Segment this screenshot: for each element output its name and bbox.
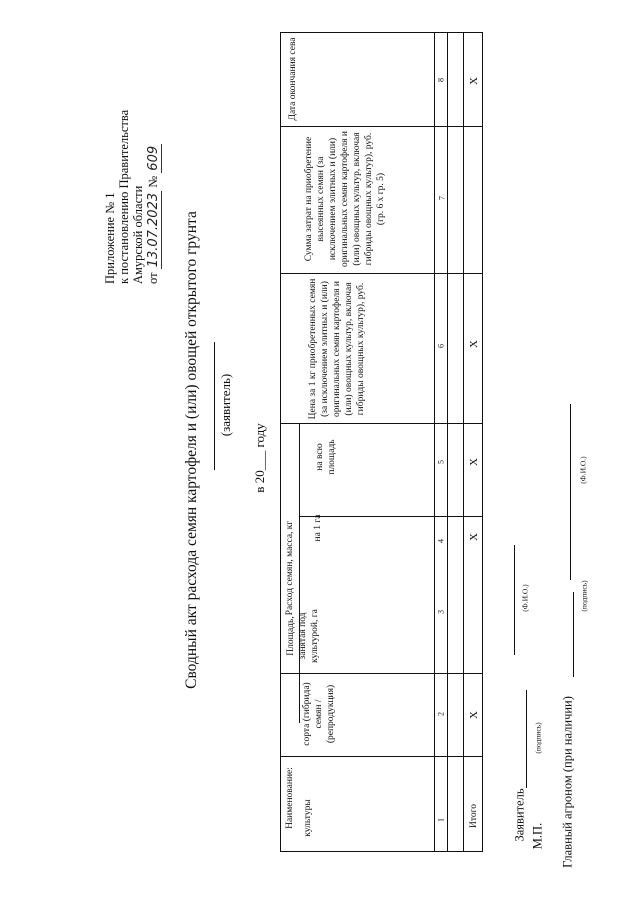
- total-price-x: X: [468, 340, 480, 348]
- appendix-line-1: Приложение № 1: [103, 192, 117, 284]
- col-variety-header: сорта (гибрида) семян / (репродукция): [302, 682, 336, 746]
- col-number-2: 2: [436, 712, 446, 716]
- appendix-date-line: [146, 144, 162, 284]
- number-prefix: №: [146, 175, 160, 188]
- total-variety-x: X: [468, 711, 480, 719]
- col-number-8: 8: [436, 78, 446, 82]
- appendix-line-3: Амурской области: [131, 185, 145, 284]
- col-divider-6-7: [280, 273, 483, 274]
- row-divider-numbers: [447, 32, 448, 852]
- col-cost-header: Сумма затрат на приобретение высеянных семян (за исключением элитных и (или) оригинальных семян картофеля и (или) овощных культур, включая гибриды овощных культур), руб. (гр. 6 х гр. 5): [304, 130, 386, 268]
- date-prefix: от: [146, 272, 160, 284]
- col-number-1: 1: [436, 818, 446, 822]
- col-end-date-header: Дата окончания сева: [288, 37, 298, 121]
- col-divider-5-6: [280, 423, 483, 424]
- number-value: 609: [146, 145, 161, 171]
- header-subgroup-line: [299, 423, 300, 723]
- col-divider-1-2: [280, 756, 483, 757]
- applicant-fio-line: [514, 545, 515, 655]
- col-number-6: 6: [436, 344, 446, 348]
- total-end-date-x: X: [468, 77, 480, 85]
- agronomist-signature-caption: (подпись): [579, 580, 589, 612]
- total-total-area-x: X: [468, 458, 480, 466]
- header-consumption-group: Расход семян, масса, кг: [285, 520, 295, 616]
- appendix-line-2: к постановлению Правительства: [117, 109, 131, 284]
- col-divider-2-3: [280, 673, 483, 674]
- col-divider-4-5: [299, 516, 483, 517]
- total-per-ha-x: X: [468, 533, 480, 541]
- total-label: Итого: [469, 803, 479, 829]
- date-value: 13.07.2023: [146, 192, 161, 268]
- col-culture-header: культуры: [303, 799, 313, 837]
- col-number-3: 3: [436, 610, 446, 614]
- col-number-7: 7: [437, 196, 447, 200]
- agronomist-fio-line: [570, 404, 571, 580]
- col-number-5: 5: [436, 460, 446, 464]
- stamp-label: М.П.: [530, 822, 545, 850]
- applicant-caption: (заявитель): [218, 373, 233, 437]
- col-total-area-header: на всю площадь: [315, 439, 337, 475]
- col-divider-7-8: [280, 126, 483, 127]
- header-name-group: Наименование:: [285, 767, 295, 829]
- applicant-fio-caption: (Ф.И.О.): [520, 584, 530, 612]
- col-per-ha-header: на 1 га: [313, 514, 323, 542]
- applicant-line: [214, 342, 215, 470]
- agronomist-fio-caption: (Ф.И.О.): [578, 456, 588, 484]
- page-title: Сводный акт расхода семян картофеля и (или) овощей открытого грунта: [183, 211, 200, 689]
- agronomist-signature-line: [573, 592, 574, 677]
- row-divider-data: [463, 32, 464, 852]
- col-price-header: Цена за 1 кг приобретенных семян (за исключением элитных и (или) оригинальных семян картофеля и (или) овощных культур, включая гибриды овощных культур), руб.: [308, 278, 366, 420]
- applicant-signature-line: [526, 690, 527, 788]
- col-area-header: Площадь, занятая под культурой, га: [286, 609, 320, 663]
- applicant-label: Заявитель: [512, 788, 527, 842]
- agronomist-label: Главный агроном (при наличии): [560, 696, 575, 868]
- col-number-4: 4: [436, 539, 446, 543]
- year-line: в 20___ году: [252, 423, 267, 493]
- applicant-signature-caption: (подпись): [533, 722, 543, 754]
- row-divider-header: [434, 32, 435, 852]
